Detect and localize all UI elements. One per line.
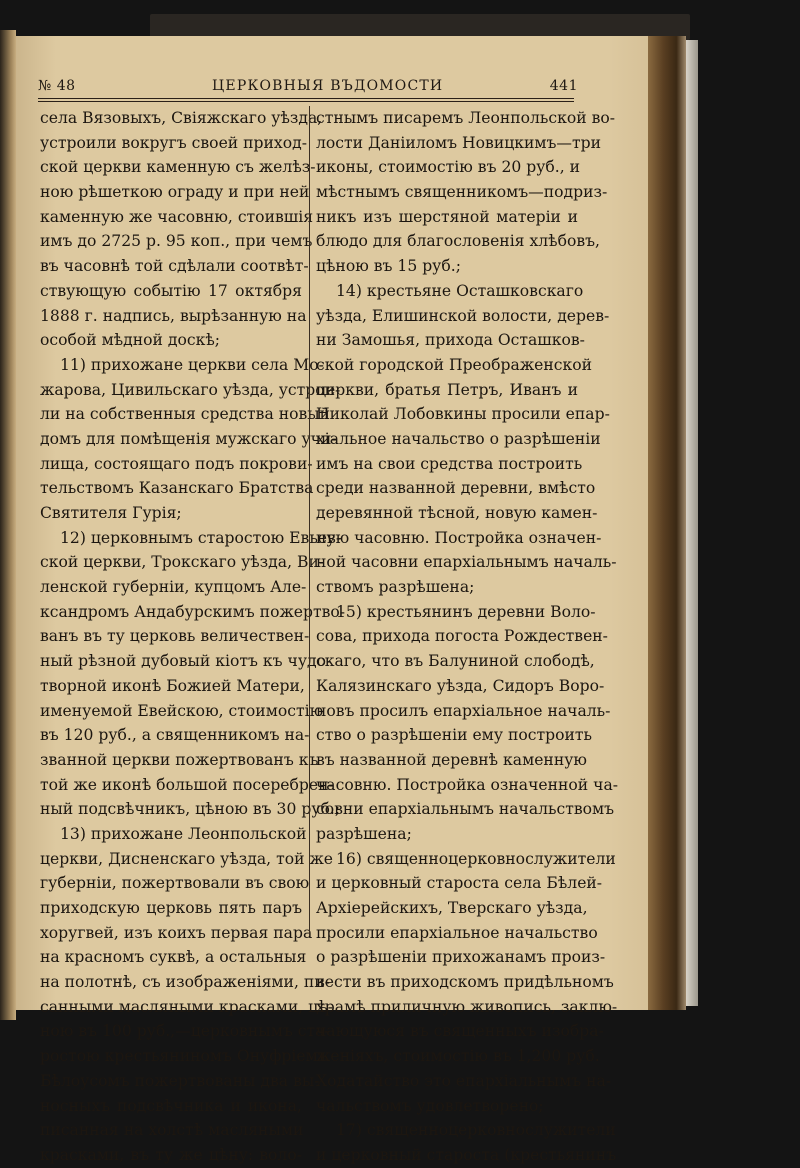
text-line: никъ изъ шерстяной матеріи и	[316, 207, 578, 226]
text-line: на красномъ суквѣ, а остальныя	[40, 948, 307, 967]
text-line: именуемой Евейскою, стоимостію	[40, 701, 324, 720]
text-line: домъ для помѣщенія мужскаго учи-	[40, 429, 337, 448]
text-line: вести въ приходскомъ придѣльномъ	[316, 973, 614, 992]
text-line: 11) прихожане церкви села Мо-	[60, 355, 324, 374]
running-header	[38, 76, 578, 98]
text-line: церкви, Дисненскаго уѣзда, той же	[40, 849, 334, 868]
text-line: Николай Лобовкины просили епар-	[316, 405, 610, 424]
text-line: просили епархіальное начальство	[316, 923, 598, 942]
text-line: ской церкви, Трокскаго уѣзда, Ви-	[40, 553, 325, 572]
text-line: Святителя Гурія;	[40, 504, 182, 522]
text-line: особой мѣдной доскѣ;	[40, 331, 221, 350]
text-line: чальствомъ удовлетворено;	[316, 1096, 544, 1115]
text-line: и церковный староста села Бѣлей-	[316, 874, 603, 893]
text-line: Ходатайство это епархіальнымъ на-	[316, 1071, 612, 1090]
book-spine	[648, 36, 686, 1010]
text-line: о разрѣшеніи прихожанамъ произ-	[316, 948, 606, 967]
text-line: 14) крестьяне Осташковскаго	[336, 281, 584, 300]
text-line: имъ на свои средства построить	[316, 454, 583, 473]
text-line: разрѣшена;	[316, 824, 412, 843]
text-line: стнымъ писаремъ Леонпольской во-	[316, 109, 616, 127]
page-number: 441	[549, 78, 578, 94]
text-line: новъ просилъ епархіальное началь-	[316, 701, 611, 720]
text-line: сова, прихода погоста Рождествен-	[316, 627, 608, 646]
text-line: ный рѣзной дубовый кіотъ къ чудо-	[40, 652, 332, 671]
text-line: имъ до 2725 р. 95 коп., при чемъ	[40, 232, 313, 251]
text-line: ною рѣшеткою ограду и при ней	[40, 183, 310, 202]
text-line: мѣстнымъ священникомъ—подриз-	[316, 183, 608, 202]
text-line: часовню. Постройка означенной ча-	[316, 775, 619, 794]
text-line: въ часовнѣ той сдѣлали соотвѣт-	[40, 257, 309, 276]
text-line: Калязинскаго уѣзда, Сидоръ Воро-	[316, 676, 605, 695]
text-line: и церковный староста (крестьянинъ	[316, 1145, 617, 1164]
text-line: ванъ въ ту церковь величествен-	[40, 627, 310, 646]
facing-page-edge	[0, 30, 16, 1020]
text-line: села Вязовыхъ, Свіяжскаго уѣзда,	[40, 109, 323, 127]
text-line: ство о разрѣшеніи ему построить	[316, 726, 592, 745]
right-text-column	[316, 106, 619, 1168]
text-line: творной иконѣ Божией Матери,	[40, 676, 305, 695]
text-line: ксандромъ Андабурскимъ пожертво-	[40, 602, 346, 621]
text-line: хіальное начальство о разрѣшеніи	[316, 429, 601, 448]
text-line: званной церкви пожертвованъ къ	[40, 750, 319, 769]
text-line: храмѣ приличную живопись, заклю-	[316, 997, 618, 1016]
text-line: 12) церковнымъ старостою Евьев-	[60, 528, 342, 547]
text-line: чающуюся въ священныхъ изобра-	[316, 1022, 604, 1041]
text-line: цѣною въ 15 руб.;	[316, 257, 461, 276]
issue-number: № 48	[38, 78, 76, 94]
text-line: въ названной деревнѣ каменную	[316, 750, 587, 769]
column-divider	[309, 106, 310, 936]
text-line: ской церкви каменную съ желѣз-	[40, 158, 316, 177]
text-line: уѣзда, Елишинской волости, дерев-	[316, 306, 610, 325]
text-line: Бѣлоусомъ пожертвованы два вы-	[40, 1071, 320, 1090]
left-text-column	[40, 106, 346, 1168]
text-line: ную часовню. Постройка означен-	[316, 528, 602, 547]
text-line: среди названной деревни, вмѣсто	[316, 479, 596, 498]
text-line: тельствомъ Казанскаго Братства	[40, 479, 314, 498]
text-line: ли на собственныя средства новый	[40, 405, 331, 424]
text-line: ною въ 100 руб.,—церковнымъ ста-	[40, 1022, 330, 1041]
text-line: скаго, что въ Балуниной слободѣ,	[316, 652, 595, 671]
text-line: красками, въ ту же цѣну: воло-	[40, 1145, 302, 1164]
text-line: ростою крестьяниномъ Онуфріемъ	[40, 1047, 328, 1066]
text-line: Архіерейскихъ, Тверскаго уѣзда,	[316, 899, 588, 917]
text-line: хоругвей, изъ коихъ первая пара	[40, 923, 313, 942]
text-line: 17) священноцерковнослужители	[336, 1121, 616, 1140]
text-line: писанная на холстѣ масляными	[40, 1121, 304, 1140]
text-line: женіяхъ, стоимостію въ 1,200 руб.	[316, 1047, 600, 1066]
text-line: устроили вокругъ своей приход-	[40, 133, 307, 152]
text-line: деревянной тѣсной, новую камен-	[316, 504, 598, 522]
text-line: 15) крестьянинъ деревни Воло-	[336, 602, 596, 621]
text-line: 1888 г. надпись, вырѣзанную на	[40, 306, 307, 325]
text-line: 13) прихожане Леонпольской	[60, 824, 307, 843]
text-line: ской городской Преображенской	[316, 355, 593, 374]
text-line: ствующую событію 17 октября	[40, 281, 302, 300]
page-stack-edge	[686, 40, 698, 1006]
text-line: церкви, братья Петръ, Иванъ и	[316, 380, 578, 399]
text-line: санными масляными красками, цѣ-	[40, 997, 333, 1016]
text-line: лища, состоящаго подъ покрови-	[40, 454, 313, 473]
text-line: совни епархіальнымъ начальствомъ	[316, 800, 615, 819]
header-rule	[38, 98, 574, 102]
text-line: губерніи, пожертвовали въ свою	[40, 874, 310, 893]
text-line: на полотнѣ, съ изображеніями, пи-	[40, 973, 330, 992]
text-line: носныхъ подсвѣчника и икона,	[40, 1096, 302, 1115]
journal-title: ЦЕРКОВНЫЯ ВЪДОМОСТИ	[212, 78, 444, 94]
text-line: лости Даніиломъ Новицкимъ—три	[316, 133, 602, 152]
text-line: 16) священноцерковнослужители	[336, 849, 616, 868]
text-line: приходскую церковь пять паръ	[40, 899, 302, 917]
text-line: ни Замошья, прихода Осташков-	[316, 331, 585, 350]
text-line: иконы, стоимостію въ 20 руб., и	[316, 158, 581, 177]
text-line: ной часовни епархіальнымъ началь-	[316, 553, 617, 572]
text-line: ленской губерніи, купцомъ Але-	[40, 578, 307, 597]
text-line: той же иконѣ большой посеребрен-	[40, 775, 334, 794]
text-line: блюдо для благословенія хлѣбовъ,	[316, 232, 601, 251]
text-line: каменную же часовню, стоившія	[40, 207, 314, 226]
text-line: жарова, Цивильскаго уѣзда, устрои-	[40, 380, 341, 399]
text-line: ствомъ разрѣшена;	[316, 578, 475, 597]
text-line: ный подсвѣчникъ, цѣною въ 30 руб.;	[40, 800, 341, 819]
text-line: въ 120 руб., а священникомъ на-	[40, 726, 310, 745]
